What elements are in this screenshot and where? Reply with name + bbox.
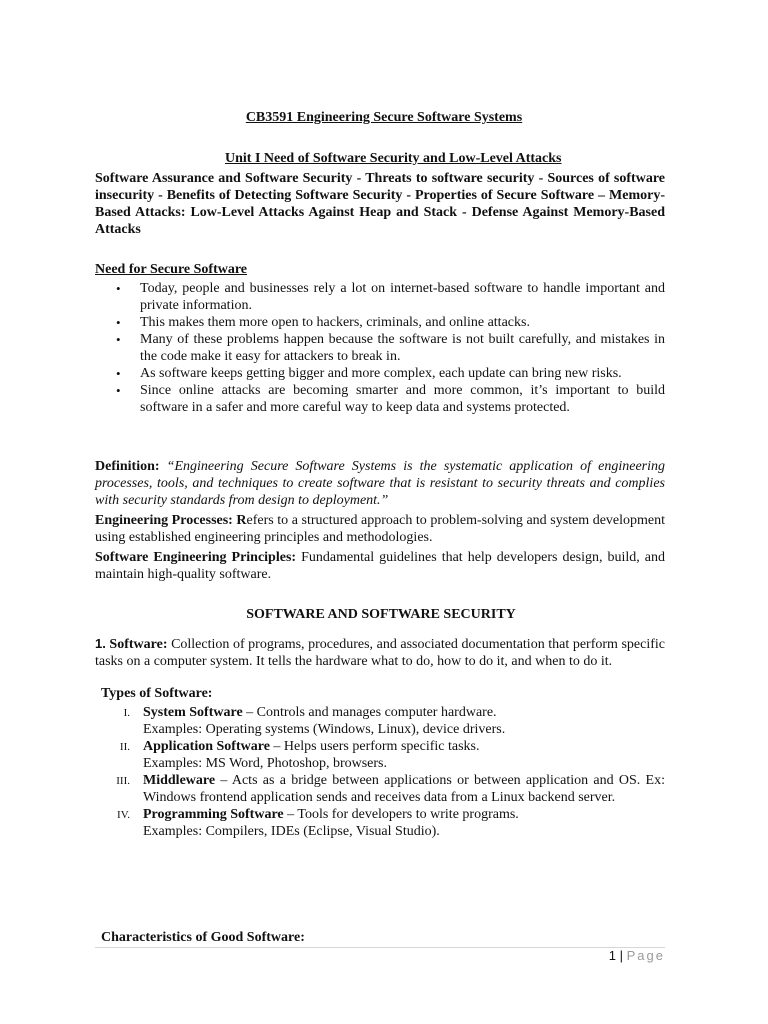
principles-paragraph [95, 549, 665, 583]
list-item [95, 280, 665, 314]
list-number: IV. [117, 809, 130, 821]
software-label: Software: [109, 637, 168, 652]
list-item [95, 331, 665, 365]
page-footer [609, 948, 665, 963]
type-example: Examples: Operating systems (Windows, Linux), device drivers. [143, 722, 506, 737]
bullet-text: This makes them more open to hackers, criminals, and online attacks. [140, 315, 530, 330]
bullet-text: Today, people and businesses rely a lot on internet-based software to handle important and private information. [140, 281, 665, 313]
definition-label: Definition: [95, 459, 160, 474]
list-item [95, 772, 665, 806]
document-title: CB3591 Engineering Secure Software Systems [245, 110, 523, 125]
processes-label: Engineering Processes: [95, 513, 233, 528]
definition-text: “Engineering Secure Software Systems is the systematic application of engineering processes, tools, and techniques to create software that is resistant to security threats and complies with security standards from design to deployment.” [95, 459, 666, 508]
definition-paragraph [95, 458, 665, 509]
software-types-list [95, 704, 665, 840]
bullet-text: As software keeps getting bigger and more complex, each update can bring new risks. [140, 366, 622, 381]
types-heading: Types of Software: [101, 686, 213, 701]
type-title: Programming Software [143, 807, 284, 822]
list-number: III. [116, 775, 130, 787]
type-desc: – Acts as a bridge between applications or between application and OS. Ex: Windows frontend application sends and receives data from a Linux backend server. [143, 773, 665, 805]
type-example: Examples: MS Word, Photoshop, browsers. [143, 756, 388, 771]
footer-divider [95, 947, 665, 948]
engineering-processes-paragraph [95, 512, 665, 546]
unit-heading: Unit I Need of Software Security and Low-Level Attacks [225, 151, 562, 166]
type-title: Middleware [143, 773, 216, 788]
bullet-icon: • [116, 366, 121, 381]
type-title: Application Software [143, 739, 270, 754]
type-title: System Software [143, 705, 243, 720]
software-definition-paragraph [95, 635, 665, 670]
list-item [95, 738, 665, 772]
list-item [95, 806, 665, 840]
software-text: Collection of programs, procedures, and associated documentation that perform specific tasks on a computer system. It tells the hardware what to do, how to do it, and when to do it. [95, 637, 666, 669]
bullet-icon: • [116, 281, 121, 296]
need-bullet-list [95, 280, 665, 416]
footer-separator: | [619, 948, 623, 963]
bullet-text: Many of these problems happen because the software is not built carefully, and mistakes in the code make it easy for attackers to break in. [140, 332, 665, 364]
item-number: 1. [95, 636, 106, 651]
unit-topics: Software Assurance and Software Security - Threats to software security - Sources of software insecurity - Benefits of Detecting Software Security - Properties of Secure Software – Memory-Based Attacks: Low-Level Attacks Against Heap and Stack - Defense Against Memory-Based Attacks [95, 171, 665, 237]
bullet-text: Since online attacks are becoming smarter and more common, it’s important to build software in a safer and more careful way to keep data and systems protected. [140, 383, 665, 415]
principles-text: Fundamental guidelines that help developers design, build, and maintain high-quality software. [95, 550, 665, 582]
processes-bold-letter: R [236, 513, 247, 528]
bullet-icon: • [116, 383, 121, 398]
list-item [95, 365, 665, 382]
list-item [95, 314, 665, 331]
list-item [95, 382, 665, 416]
list-number: I. [123, 707, 130, 719]
type-example: Examples: Compilers, IDEs (Eclipse, Visual Studio). [143, 824, 440, 839]
characteristics-heading: Characteristics of Good Software: [101, 930, 305, 945]
processes-text: efers to a structured approach to problem-solving and system development using established engineering principles and methodologies. [95, 513, 666, 545]
software-section-heading: SOFTWARE AND SOFTWARE SECURITY [246, 607, 516, 622]
principles-label: Software Engineering Principles: [95, 550, 297, 565]
page-number: 1 [608, 948, 616, 963]
bullet-icon: • [116, 315, 121, 330]
type-desc: – Controls and manages computer hardware. [246, 705, 497, 720]
need-section-heading: Need for Secure Software [95, 262, 248, 277]
type-desc: – Tools for developers to write programs. [287, 807, 519, 822]
type-desc: – Helps users perform specific tasks. [273, 739, 480, 754]
list-item [95, 704, 665, 738]
page-word: Page [626, 948, 665, 963]
list-number: II. [119, 741, 130, 753]
bullet-icon: • [116, 332, 121, 347]
